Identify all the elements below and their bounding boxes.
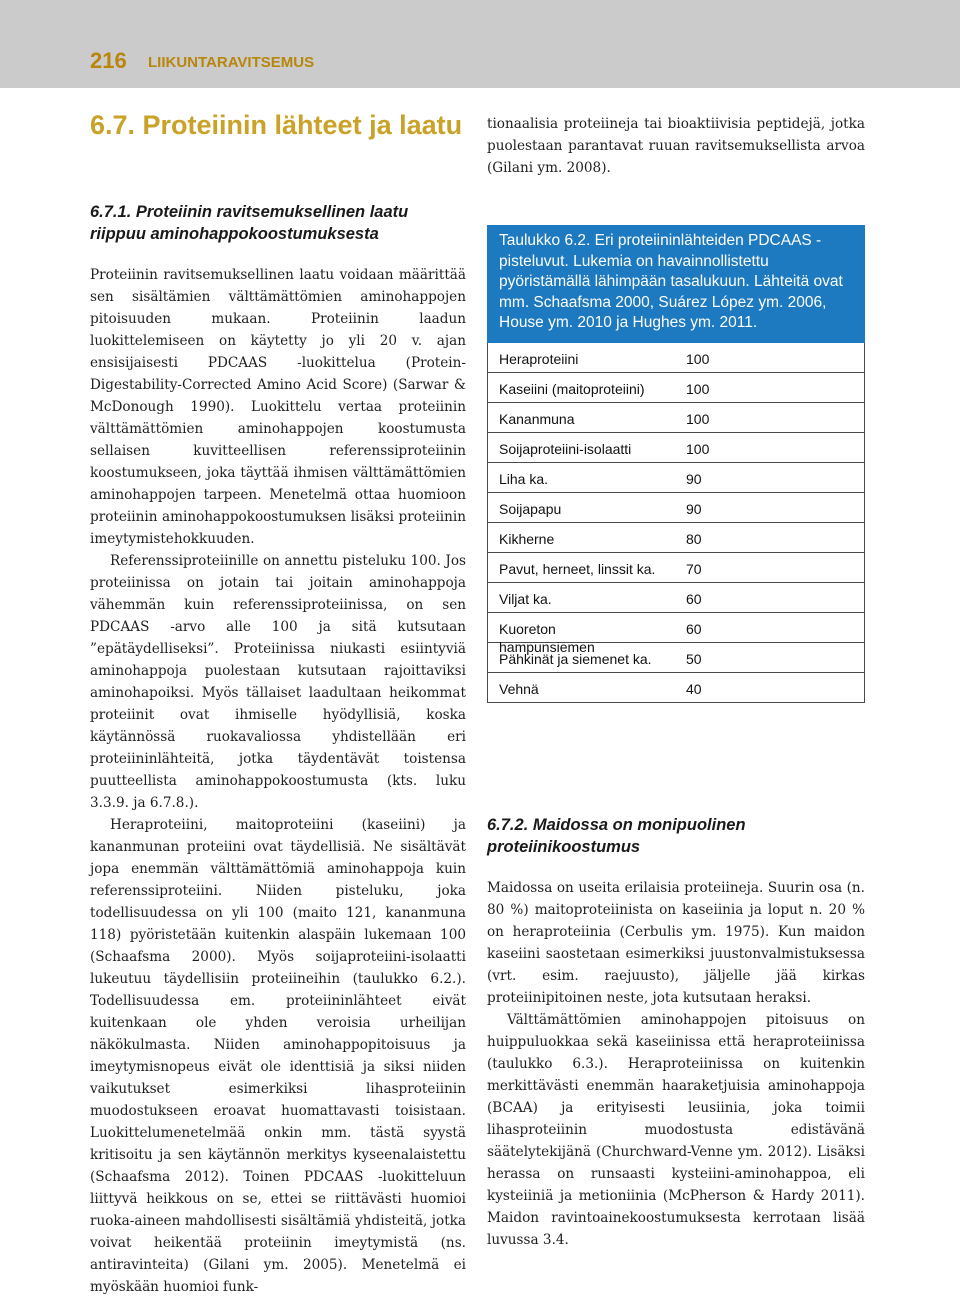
table-row: [487, 583, 865, 613]
table-cell-score: 100: [686, 410, 710, 427]
header-band: [0, 0, 960, 88]
running-title: LIIKUNTARAVITSEMUS: [148, 54, 315, 71]
subsection-2-heading: [487, 814, 865, 858]
table-cell-source: Liha ka.: [499, 470, 549, 487]
right-paragraph-1: Maidossa on useita erilaisia proteiineja. Suurin osa (n. 80 %) maitoproteiinista on kaseiinia ja loput n. 20 % on heraproteiinia (Cerbulis ym. 1975). Kun maidon kaseiini saostetaan esimerkiksi juustonvalmistuksessa (vrt. esim. raejuusto), jäljelle jää kirkas proteiinipitoinen neste, jota kutsutaan heraksi.: [487, 880, 865, 1006]
table-rows: [487, 343, 865, 703]
table-caption: Taulukko 6.2. Eri proteiininlähteiden PDCAAS -pisteluvut. Lukemia on havainnollistettu pyöristämällä lähimpään tasalukuun. Lähteitä ovat mm. Schaafsma 2000, Suárez López ym. 2006, House ym. 2010 ja Hughes ym. 2011.: [487, 225, 865, 343]
table-cell-source: Soijapapu: [499, 500, 562, 517]
table-cell-score: 100: [686, 440, 710, 457]
subsection-1-heading-line2: riippuu aminohappokoostumuksesta: [90, 225, 379, 243]
table-cell-score: 90: [686, 500, 702, 517]
table-cell-source: Pähkinät ja siemenet ka.: [499, 650, 652, 667]
table-cell-score: 90: [686, 470, 702, 487]
right-paragraph-2: Välttämättömien aminohappojen pitoisuus on huippuluokkaa sekä kaseiinissa että heraproteiinissa (taulukko 6.3.). Heraproteiinissa on kuitenkin merkittävästi enemmän haaraketjuisia aminohappoja (BCAA) ja erityisesti leusiinia, joka toimii lihasproteiinin muodostusta edistävänä säätelytekijänä (Churchward-Venne ym. 2012). Lisäksi herassa on runsaasti kysteiini-aminohappoa, eli kysteiiniä ja metioniinia (McPherson & Hardy 2011). Maidon ravintoainekoostumuksesta kerrotaan lisää luvussa 3.4.: [487, 1012, 865, 1248]
table-row: [487, 643, 865, 673]
table-cell-score: 60: [686, 620, 702, 637]
table-row: [487, 673, 865, 703]
table-row: [487, 523, 865, 553]
table-row: [487, 373, 865, 403]
subsection-1-heading: [90, 201, 470, 245]
table-cell-score: 60: [686, 590, 702, 607]
table-row: [487, 403, 865, 433]
table-cell-score: 80: [686, 530, 702, 547]
table-cell-source: Kananmuna: [499, 410, 575, 427]
table-cell-source: Viljat ka.: [499, 590, 552, 607]
table-row: [487, 613, 865, 655]
table-cell-source: Pavut, herneet, linssit ka.: [499, 560, 656, 577]
pdcaas-table: [487, 225, 865, 703]
table-cell-score: 100: [686, 380, 710, 397]
subsection-2-heading-line1: 6.7.2. Maidossa on monipuolinen: [487, 816, 746, 834]
table-cell-score: 100: [686, 350, 710, 367]
table-row: [487, 463, 865, 493]
left-paragraph-3: Heraproteiini, maitoproteiini (kaseiini) ja kananmunan proteiini ovat täydellisiä. Ne sisältävät jopa enemmän välttämättömiä aminohappoja kuin referenssiproteiini. Niiden pisteluku, joka todellisuudessa on yli 100 (maito 121, kananmuna 118) pyöristetään kuitenkin alaspäin lukemaan 100 (Schaafsma 2000). Myös soijaproteiini-isolaatti lukeutuu täydellisiin proteiineihin (taulukko 6.2.). Todellisuudessa em. proteiininlähteet eivät kuitenkaan ole yhden veroisia urheilijan näkökulmasta. Niiden aminohappopitoisuus ja imeytymisnopeus eivät ole identtisiä ja siksi niiden vaikutukset esimerkiksi lihasproteiinin muodostukseen eroavat huomattavasti toisistaan. Luokittelumenetelmää onkin mm. tästä syystä kritisoitu ja sen käytännön merkitys kyseenalaistettu (Schaafsma 2012). Toinen PDCAAS -luokitteluun liittyvä heikkous on se, ettei se riittävästi huomioi ruoka-aineen mahdollisesti sisältämiä yhdisteitä, jotka voivat heikentää proteiinin imeytymistä (ns. antiravinteita) (Gilani ym. 2005). Menetelmä ei myöskään huomioi funk-: [90, 817, 466, 1295]
table-cell-score: 70: [686, 560, 702, 577]
left-paragraph-2: Referenssiproteiinille on annettu pisteluku 100. Jos proteiinissa on jotain tai joitain aminohappoja vähemmän kuin referenssiproteiinissa, on sen PDCAAS -arvo alle 100 ja sitä kutsutaan ”epätäydelliseksi”. Proteiinissa niukasti esiintyviä aminohappoja puolestaan kutsutaan rajoittaviksi aminohapoiksi. Myös tällaiset laadultaan heikommat proteiinit ovat ihmiselle hyödyllisiä, koska käytännössä ruokavaliossa yhdistellään eri proteiininlähteitä, jotka täydentävät toistensa puutteellista aminohappokoostumusta (kts. luku 3.3.9. ja 6.7.8.).: [90, 553, 466, 811]
table-cell-source: Heraproteiini: [499, 350, 579, 367]
table-cell-score: 40: [686, 680, 702, 697]
table-row: [487, 553, 865, 583]
page-number: 216: [90, 48, 127, 73]
table-cell-source: Kaseiini (maitoproteiini): [499, 380, 645, 397]
right-column-text: [487, 877, 865, 1251]
table-cell-source: Soijaproteiini-isolaatti: [499, 440, 632, 457]
right-column-top-text: [487, 113, 865, 179]
table-cell-score: 50: [686, 650, 702, 667]
left-column-text: [90, 264, 466, 1298]
table-row: [487, 493, 865, 523]
table-row: [487, 343, 865, 373]
table-row: [487, 433, 865, 463]
table-cell-source: Kuoreton hampunsiemen: [499, 620, 595, 655]
table-cell-source: Vehnä: [499, 680, 539, 697]
table-cell-source: Kikherne: [499, 530, 555, 547]
right-top-paragraph: tionaalisia proteiineja tai bioaktiivisia peptidejä, jotka puolestaan parantavat ruuan ravitsemuksellista arvoa (Gilani ym. 2008).: [487, 116, 865, 176]
subsection-2-heading-line2: proteiinikoostumus: [487, 838, 641, 856]
section-title: 6.7. Proteiinin lähteet ja laatu: [90, 110, 463, 140]
subsection-1-heading-line1: 6.7.1. Proteiinin ravitsemuksellinen laatu: [90, 203, 409, 221]
left-paragraph-1: Proteiinin ravitsemuksellinen laatu voidaan määrittää sen sisältämien välttämättömien aminohappojen pitoisuuden mukaan. Proteiinin laadun luokittelemiseen on käytetty jo yli 20 v. ajan ensisijaisesti PDCAAS -luokittelua (Protein-Digestability-Corrected Amino Acid Score) (Sarwar & McDonough 1990). Luokittelu vertaa proteiinin välttämättömien aminohappojen koostumusta sellaisen kuvitteellisen referenssiproteiinin koostumukseen, joka täyttää ihmisen välttämättömien aminohappojen tarpeen. Menetelmä ottaa huomioon proteiinin aminohappokoostumuksen lisäksi proteiinin imeytymistehokkuuden.: [90, 267, 466, 547]
